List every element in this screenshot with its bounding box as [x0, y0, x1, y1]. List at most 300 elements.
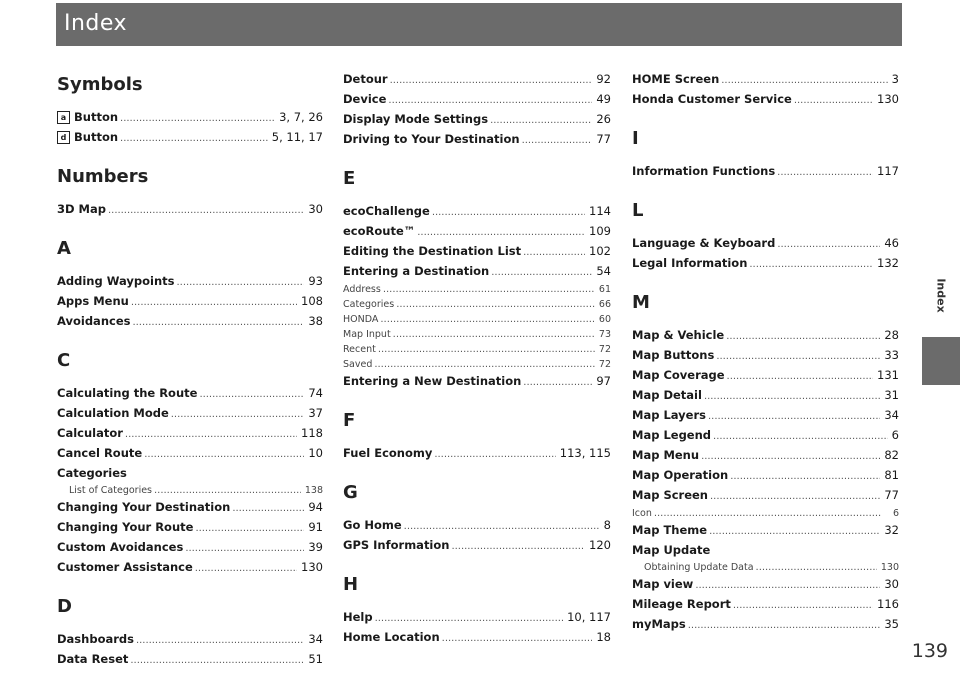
- index-subentry[interactable]: [57, 483, 323, 498]
- entry-term-text: Map & Vehicle: [632, 328, 725, 342]
- section-heading: Symbols: [57, 74, 143, 95]
- index-entry[interactable]: [632, 486, 899, 506]
- index-entry[interactable]: [632, 615, 899, 635]
- entry-term: [57, 272, 175, 291]
- entry-term: [632, 406, 706, 425]
- index-entry[interactable]: [57, 404, 323, 424]
- entry-page-ref[interactable]: 92: [596, 72, 611, 86]
- entry-term: [632, 486, 708, 505]
- entry-page-ref[interactable]: 77: [884, 488, 899, 502]
- index-entry[interactable]: [57, 108, 323, 128]
- index-entry[interactable]: [57, 444, 323, 464]
- leader-dots: [749, 255, 873, 274]
- entry-term-text: Mileage Report: [632, 597, 731, 611]
- index-entry[interactable]: [57, 384, 323, 404]
- entry-term: [632, 162, 775, 181]
- entry-term-text: Obtaining Update Data: [644, 562, 754, 573]
- entry-page-ref[interactable]: 37: [308, 406, 323, 420]
- entry-term: [343, 444, 432, 463]
- index-entry[interactable]: [632, 446, 899, 466]
- index-subentry[interactable]: [343, 357, 611, 372]
- leader-dots: [393, 327, 595, 342]
- entry-term: [632, 366, 725, 385]
- leader-dots: [710, 487, 880, 506]
- index-entry[interactable]: [632, 426, 899, 446]
- entry-term: [57, 650, 128, 669]
- entry-page-ref[interactable]: 113, 115: [559, 446, 611, 460]
- leader-dots: [171, 405, 305, 424]
- entry-term: [57, 464, 127, 483]
- index-entry[interactable]: [343, 536, 611, 556]
- entry-term: [57, 518, 193, 537]
- entry-term-text: Map Operation: [632, 468, 729, 482]
- leader-dots: [704, 387, 880, 406]
- index-entry[interactable]: [343, 372, 611, 392]
- entry-term: [57, 128, 118, 147]
- entry-term: [343, 357, 372, 372]
- entry-term: [632, 595, 731, 614]
- entry-page-ref[interactable]: 10, 117: [567, 610, 611, 624]
- leader-dots: [232, 499, 304, 518]
- index-header-bar: [56, 3, 902, 46]
- entry-page-ref[interactable]: 28: [884, 328, 899, 342]
- entry-page-ref[interactable]: 138: [304, 485, 323, 496]
- entry-page-ref[interactable]: 35: [884, 617, 899, 631]
- entry-term-text: Cancel Route: [57, 446, 143, 460]
- entry-term-text: List of Categories: [69, 485, 153, 496]
- entry-term-text: Adding Waypoints: [57, 274, 175, 288]
- entry-page-ref[interactable]: 54: [596, 264, 611, 278]
- leader-dots: [375, 609, 563, 628]
- entry-term-text: Legal Information: [632, 256, 748, 270]
- index-entry[interactable]: [632, 90, 899, 110]
- index-entry[interactable]: [343, 262, 611, 282]
- leader-dots: [713, 427, 888, 446]
- leader-dots: [701, 447, 880, 466]
- entry-page-ref[interactable]: 82: [884, 448, 899, 462]
- entry-term-text: Map Update: [632, 543, 711, 557]
- entry-page-ref[interactable]: 109: [589, 224, 611, 238]
- index-entry[interactable]: [57, 538, 323, 558]
- entry-page-ref[interactable]: 130: [301, 560, 323, 574]
- entry-term: [57, 108, 118, 127]
- entry-term: [343, 516, 402, 535]
- section-heading: Numbers: [57, 166, 149, 187]
- entry-page-ref[interactable]: 46: [884, 236, 899, 250]
- entry-page-ref[interactable]: 130: [880, 562, 899, 573]
- entry-term-text: Map view: [632, 577, 694, 591]
- leader-dots: [733, 596, 873, 615]
- section-heading: C: [57, 350, 71, 371]
- entry-page-ref[interactable]: 60: [598, 314, 611, 325]
- leader-dots: [695, 576, 880, 595]
- index-entry[interactable]: [632, 521, 899, 541]
- index-entry[interactable]: [57, 498, 323, 518]
- entry-term-text: Customer Assistance: [57, 560, 193, 574]
- side-tab-label: Index: [934, 277, 948, 313]
- index-entry[interactable]: [57, 272, 323, 292]
- entry-term-text: Map Detail: [632, 388, 702, 402]
- entry-term: [632, 521, 707, 540]
- index-subentry[interactable]: [632, 506, 899, 521]
- entry-page-ref[interactable]: 117: [877, 164, 899, 178]
- entry-term: [343, 297, 394, 312]
- index-entry[interactable]: [632, 541, 899, 560]
- leader-dots: [199, 385, 304, 404]
- entry-term: [343, 202, 430, 221]
- entry-page-ref[interactable]: 34: [884, 408, 899, 422]
- index-column-1: [57, 70, 323, 670]
- leader-dots: [144, 445, 304, 464]
- entry-term-text: ecoRoute™: [343, 224, 416, 238]
- index-entry[interactable]: [57, 518, 323, 538]
- entry-term-text: Fuel Economy: [343, 446, 433, 460]
- entry-page-ref[interactable]: 120: [589, 538, 611, 552]
- entry-page-ref[interactable]: 81: [884, 468, 899, 482]
- section-heading: G: [343, 482, 358, 503]
- section-heading: E: [343, 168, 356, 189]
- entry-term: [632, 346, 714, 365]
- entry-term: [343, 70, 388, 89]
- entry-page-ref[interactable]: 91: [308, 520, 323, 534]
- entry-page-ref[interactable]: 3: [891, 72, 899, 86]
- leader-dots: [451, 537, 585, 556]
- entry-page-ref[interactable]: 130: [877, 92, 899, 106]
- leader-dots: [730, 467, 880, 486]
- leader-dots: [709, 522, 880, 541]
- entry-term: [343, 628, 440, 647]
- leader-dots: [404, 517, 600, 536]
- entry-term-text: myMaps: [632, 617, 686, 631]
- entry-term-text: Display Mode Settings: [343, 112, 489, 126]
- entry-term: [57, 538, 183, 557]
- entry-term: [57, 312, 130, 331]
- entry-term: [632, 506, 652, 521]
- index-subentry[interactable]: [343, 312, 611, 327]
- entry-term-text: Detour: [343, 72, 388, 86]
- entry-term-text: HONDA: [343, 314, 379, 325]
- entry-page-ref[interactable]: 30: [308, 202, 323, 216]
- entry-term: [644, 560, 754, 575]
- index-subentry[interactable]: [632, 560, 899, 575]
- home-button-icon: a: [57, 111, 70, 124]
- entry-term: [343, 222, 415, 241]
- index-entry[interactable]: [632, 326, 899, 346]
- entry-term-text: Map Screen: [632, 488, 708, 502]
- index-entry[interactable]: [57, 424, 323, 444]
- entry-term: [632, 386, 702, 405]
- entry-term: [632, 326, 724, 345]
- entry-term: [632, 466, 728, 485]
- entry-page-ref[interactable]: 102: [589, 244, 611, 258]
- entry-term-text: Icon: [632, 508, 652, 519]
- index-subentry[interactable]: [343, 327, 611, 342]
- entry-term-text: Map Theme: [632, 523, 708, 537]
- entry-page-ref[interactable]: 18: [596, 630, 611, 644]
- entry-term-text: Map Legend: [632, 428, 712, 442]
- entry-term-text: Custom Avoidances: [57, 540, 184, 554]
- page-title: Index: [64, 11, 128, 36]
- entry-term-text: Address: [343, 284, 381, 295]
- leader-dots: [380, 312, 595, 327]
- entry-page-ref[interactable]: 74: [308, 386, 323, 400]
- index-entry[interactable]: [343, 222, 611, 242]
- leader-dots: [195, 519, 304, 538]
- entry-term: [343, 372, 521, 391]
- leader-dots: [756, 560, 877, 575]
- index-entry[interactable]: [632, 234, 899, 254]
- index-entry[interactable]: [57, 464, 323, 483]
- entry-term-text: Calculating the Route: [57, 386, 198, 400]
- leader-dots: [442, 629, 593, 648]
- index-entry[interactable]: [343, 202, 611, 222]
- leader-dots: [154, 483, 301, 498]
- index-entry[interactable]: [57, 292, 323, 312]
- menu-button-icon: d: [57, 131, 70, 144]
- entry-page-ref[interactable]: 33: [884, 348, 899, 362]
- entry-page-ref[interactable]: 61: [598, 284, 611, 295]
- entry-term-text: Recent: [343, 344, 376, 355]
- entry-term-text: Entering a Destination: [343, 264, 490, 278]
- entry-page-ref[interactable]: 5, 11, 17: [271, 130, 323, 144]
- entry-term-text: Map Buttons: [632, 348, 715, 362]
- entry-term: [57, 558, 193, 577]
- index-entry[interactable]: [632, 575, 899, 595]
- leader-dots: [374, 357, 595, 372]
- leader-dots: [125, 425, 297, 444]
- section-heading: L: [632, 200, 644, 221]
- entry-term-text: Avoidances: [57, 314, 131, 328]
- index-entry[interactable]: [343, 110, 611, 130]
- entry-term: [632, 70, 719, 89]
- index-entry[interactable]: [343, 628, 611, 648]
- index-entry[interactable]: [632, 162, 899, 182]
- entry-term: [343, 130, 520, 149]
- entry-page-ref[interactable]: 6: [891, 428, 899, 442]
- leader-dots: [491, 263, 592, 282]
- leader-dots: [523, 373, 592, 392]
- entry-term-text: Changing Your Route: [57, 520, 194, 534]
- side-tab-marker: [922, 337, 960, 385]
- leader-dots: [522, 131, 593, 150]
- leader-dots: [708, 407, 880, 426]
- entry-page-ref[interactable]: 97: [596, 374, 611, 388]
- entry-term-text: Calculation Mode: [57, 406, 169, 420]
- entry-term: [343, 312, 378, 327]
- index-entry[interactable]: [632, 595, 899, 615]
- entry-page-ref[interactable]: 72: [598, 359, 611, 370]
- leader-dots: [726, 327, 880, 346]
- entry-page-ref[interactable]: 39: [308, 540, 323, 554]
- index-entry[interactable]: [343, 130, 611, 150]
- entry-term-text: Editing the Destination List: [343, 244, 522, 258]
- index-entry[interactable]: [632, 406, 899, 426]
- entry-term: [343, 262, 489, 281]
- entry-term: [343, 608, 373, 627]
- leader-dots: [388, 91, 592, 110]
- leader-dots: [378, 342, 595, 357]
- index-entry[interactable]: [632, 366, 899, 386]
- entry-page-ref[interactable]: 114: [589, 204, 611, 218]
- entry-term: [57, 384, 197, 403]
- index-entry[interactable]: [632, 70, 899, 90]
- entry-term: [57, 404, 169, 423]
- leader-dots: [130, 651, 304, 670]
- entry-page-ref[interactable]: 10: [308, 446, 323, 460]
- index-column-3: [632, 70, 899, 635]
- entry-page-ref[interactable]: 93: [308, 274, 323, 288]
- section-heading: I: [632, 128, 639, 149]
- entry-term: [632, 426, 711, 445]
- entry-term-text: Go Home: [343, 518, 402, 532]
- entry-page-ref[interactable]: 30: [884, 577, 899, 591]
- index-entry[interactable]: [57, 200, 323, 220]
- leader-dots: [390, 71, 593, 90]
- index-entry[interactable]: [632, 386, 899, 406]
- entry-term: [57, 630, 134, 649]
- entry-term: [57, 292, 129, 311]
- leader-dots: [120, 109, 275, 128]
- leader-dots: [132, 313, 304, 332]
- entry-term-text: Information Functions: [632, 164, 776, 178]
- entry-term-text: Honda Customer Service: [632, 92, 792, 106]
- entry-term-text: Categories: [57, 466, 127, 480]
- entry-page-ref[interactable]: 132: [877, 256, 899, 270]
- leader-dots: [108, 201, 304, 220]
- entry-term: [632, 254, 747, 273]
- entry-term-text: Language & Keyboard: [632, 236, 776, 250]
- entry-term: [632, 90, 792, 109]
- entry-page-ref[interactable]: 66: [598, 299, 611, 310]
- entry-term-text: Data Reset: [57, 652, 129, 666]
- entry-term-text: HOME Screen: [632, 72, 720, 86]
- entry-term: [343, 110, 488, 129]
- entry-page-ref[interactable]: 32: [884, 523, 899, 537]
- index-column-2: [343, 70, 611, 648]
- entry-term: [343, 536, 449, 555]
- entry-page-ref[interactable]: 8: [603, 518, 611, 532]
- section-heading: A: [57, 238, 71, 259]
- index-entry[interactable]: [57, 128, 323, 148]
- leader-dots: [195, 559, 297, 578]
- entry-term-text: GPS Information: [343, 538, 450, 552]
- index-entry[interactable]: [57, 650, 323, 670]
- index-entry[interactable]: [343, 70, 611, 90]
- entry-term: [69, 483, 152, 498]
- entry-page-ref[interactable]: 3, 7, 26: [279, 110, 323, 124]
- section-heading: F: [343, 410, 356, 431]
- entry-page-ref[interactable]: 31: [884, 388, 899, 402]
- index-entry[interactable]: [343, 608, 611, 628]
- leader-dots: [120, 129, 268, 148]
- entry-term-text: Entering a New Destination: [343, 374, 522, 388]
- index-entry[interactable]: [343, 242, 611, 262]
- side-tab-label-container: [922, 265, 960, 325]
- entry-term: [57, 498, 230, 517]
- section-heading: H: [343, 574, 359, 595]
- leader-dots: [432, 203, 585, 222]
- leader-dots: [794, 91, 873, 110]
- entry-page-ref[interactable]: 26: [596, 112, 611, 126]
- entry-term: [343, 90, 386, 109]
- entry-term: [632, 234, 775, 253]
- index-entry[interactable]: [57, 630, 323, 650]
- entry-term: [57, 200, 106, 219]
- entry-page-ref[interactable]: 73: [598, 329, 611, 340]
- index-entry[interactable]: [57, 558, 323, 578]
- entry-term-text: Changing Your Destination: [57, 500, 231, 514]
- entry-page-ref[interactable]: 51: [308, 652, 323, 666]
- entry-term: [343, 282, 381, 297]
- leader-dots: [136, 631, 304, 650]
- entry-term: [632, 446, 699, 465]
- entry-term: [632, 541, 710, 560]
- leader-dots: [396, 297, 595, 312]
- entry-term-text: Calculator: [57, 426, 123, 440]
- index-subentry[interactable]: [343, 297, 611, 312]
- entry-page-ref[interactable]: 118: [301, 426, 323, 440]
- entry-page-ref[interactable]: 34: [308, 632, 323, 646]
- entry-term-text: 3D Map: [57, 202, 106, 216]
- leader-dots: [654, 506, 889, 521]
- index-entry[interactable]: [343, 90, 611, 110]
- leader-dots: [727, 367, 874, 386]
- entry-term-text: Map Layers: [632, 408, 706, 422]
- entry-term-text: Categories: [343, 299, 395, 310]
- entry-page-ref[interactable]: 38: [308, 314, 323, 328]
- leader-dots: [716, 347, 880, 366]
- entry-term-text: Dashboards: [57, 632, 134, 646]
- index-entry[interactable]: [632, 346, 899, 366]
- index-entry[interactable]: [632, 466, 899, 486]
- entry-term: [632, 615, 686, 634]
- entry-term-text: Map Input: [343, 329, 391, 340]
- leader-dots: [177, 273, 305, 292]
- entry-page-ref[interactable]: 94: [308, 500, 323, 514]
- leader-dots: [383, 282, 595, 297]
- index-subentry[interactable]: [343, 282, 611, 297]
- leader-dots: [721, 71, 887, 90]
- index-subentry[interactable]: [343, 342, 611, 357]
- entry-term-text: Saved: [343, 359, 373, 370]
- leader-dots: [777, 163, 873, 182]
- entry-page-ref[interactable]: 116: [877, 597, 899, 611]
- entry-page-ref[interactable]: 6: [892, 508, 899, 519]
- entry-page-ref[interactable]: 131: [877, 368, 899, 382]
- entry-page-ref[interactable]: 49: [596, 92, 611, 106]
- leader-dots: [417, 223, 585, 242]
- leader-dots: [185, 539, 304, 558]
- entry-term-text: Map Coverage: [632, 368, 725, 382]
- entry-term-text: Device: [343, 92, 387, 106]
- section-heading: D: [57, 596, 72, 617]
- entry-term-text: Home Location: [343, 630, 440, 644]
- entry-term: [343, 327, 391, 342]
- index-entry[interactable]: [343, 516, 611, 536]
- entry-term-text: Map Menu: [632, 448, 700, 462]
- entry-page-ref[interactable]: 108: [301, 294, 323, 308]
- index-entry[interactable]: [632, 254, 899, 274]
- entry-page-ref[interactable]: 77: [596, 132, 611, 146]
- entry-term-text: Button: [74, 110, 119, 124]
- entry-term: [632, 575, 693, 594]
- page-number: 139: [911, 640, 948, 662]
- entry-term: [343, 242, 521, 261]
- index-entry[interactable]: [57, 312, 323, 332]
- entry-page-ref[interactable]: 72: [598, 344, 611, 355]
- entry-term-text: Button: [74, 130, 119, 144]
- index-entry[interactable]: [343, 444, 611, 464]
